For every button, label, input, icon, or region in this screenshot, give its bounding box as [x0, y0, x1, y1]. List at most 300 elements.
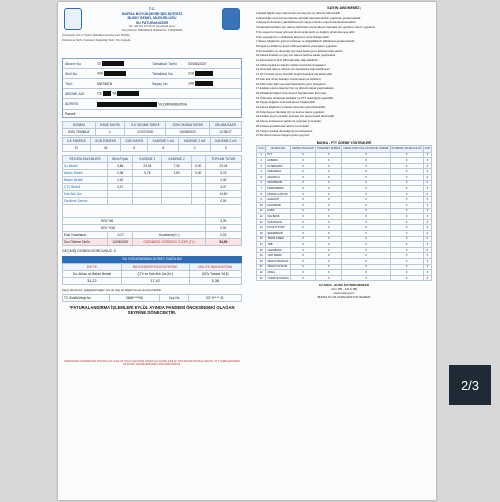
- note-paragraph: 8-Kaçak su kullanımı tespit edilmesi halinde yasal işlem uygulanır.: [256, 43, 338, 48]
- bank-mark: X: [342, 180, 390, 186]
- bank-mark: X: [316, 158, 342, 164]
- tahakkuk-no-text: 218: [188, 71, 194, 76]
- bank-mark: X: [290, 270, 315, 276]
- bank-mark: X: [342, 270, 390, 276]
- bank-mark: X: [316, 242, 342, 248]
- item-cell-toplam: 2,40: [205, 177, 241, 184]
- fee-distribution-band: SU FATURASININ ÜCRET DAĞILIMI: [62, 256, 242, 263]
- bank-mark: X: [390, 264, 423, 270]
- sayac-no-text: 198: [188, 81, 194, 86]
- tahakkuk-no-label: Tahakkuk No: [152, 71, 173, 76]
- bank-index: 6: [257, 180, 266, 186]
- reading-header: DÖNEM: [63, 122, 96, 129]
- items-header: TOPLAM TUTAR: [205, 156, 241, 163]
- spacer-cell: [205, 205, 241, 218]
- bank-mark: X: [342, 242, 390, 248]
- bank-mark: X: [390, 208, 423, 214]
- table-row: [63, 156, 242, 163]
- bank-index: 18: [257, 247, 266, 253]
- bank-index: 9: [257, 197, 266, 203]
- bank-mark: X: [390, 191, 423, 197]
- bank-header: ATM: [424, 147, 430, 151]
- bank-mark: X: [316, 208, 342, 214]
- bank-mark: X: [342, 231, 390, 237]
- item-cell-birim: [108, 191, 133, 198]
- bank-name: TEB: [266, 242, 291, 248]
- bank-mark: X: [423, 247, 431, 253]
- bank-mark: X: [342, 225, 390, 231]
- item-cell-k3: [191, 177, 205, 184]
- bank-mark: X: [423, 158, 431, 164]
- bank-header: İNTERNET ŞUBESİ: [317, 147, 341, 151]
- bank-table: [256, 145, 432, 282]
- bank-name: ALBARAKA: [266, 169, 291, 175]
- table-row: [63, 225, 242, 232]
- bank-name: ZİRAAT KATILIM: [266, 264, 291, 270]
- table-row: [63, 184, 242, 191]
- bank-index: 23: [257, 275, 266, 281]
- bank-name: FİNANSBANK: [266, 186, 291, 192]
- bank-mark: X: [423, 152, 431, 158]
- note-paragraph: 22-Ödenmeyen faturalar için su kesme işlemi uygulanır.: [256, 109, 325, 114]
- endeks-cell: 43: [90, 145, 121, 152]
- item-cell-birim: 2,40: [108, 177, 133, 184]
- yuvarlama2-label: Yuvarlama(+/-): [133, 232, 205, 239]
- item-cell-k3: 0,00: [191, 170, 205, 177]
- bank-body: [257, 152, 432, 281]
- table-row: [257, 275, 432, 281]
- item-cell-k3: 0,00: [191, 163, 205, 170]
- endeks-table: [62, 137, 242, 152]
- bank-mark: X: [316, 236, 342, 242]
- tahakkuk-tarih-value: 03/08/2020: [188, 61, 206, 66]
- dist-subheader: (KDV Tahsisi %18): [189, 271, 241, 278]
- bank-index: 17: [257, 242, 266, 248]
- bank-mark: X: [423, 163, 431, 169]
- items-header: KADEME 2: [162, 156, 191, 163]
- info-row: [63, 79, 241, 89]
- bank-mark: X: [423, 208, 431, 214]
- bank-index: 12: [257, 214, 266, 220]
- item-cell-k3: [191, 198, 205, 205]
- bank-mark: X: [342, 163, 390, 169]
- odenecek-tutar-value: 54,90: [205, 239, 241, 246]
- bank-header: KREDİ KARTI İLE OTOMATİK ÖDEME: [343, 147, 389, 151]
- abone-adi-text2: YA: [111, 91, 117, 96]
- bank-index: 10: [257, 203, 266, 209]
- note-paragraph: 13-Otomatik ödeme talimatı için bankanıza başvurabilirsiniz.: [256, 67, 331, 72]
- bank-mark: X: [316, 253, 342, 259]
- bank-mark: X: [342, 203, 390, 209]
- cep-value: 53* 3** ** 31: [188, 295, 241, 302]
- note-paragraph: 11-Abonelerimiz ALO 185 hattından bilgi alabilirler.: [256, 58, 319, 63]
- bank-index: 3: [257, 163, 266, 169]
- invoice-right-column: [256, 6, 432, 300]
- dist-subheader: Su, Atıksu ve Bakım Bedeli: [63, 271, 122, 278]
- items-body: [63, 163, 242, 205]
- note-paragraph: 21-Fatura bilgileriniz e-Devlet üzerinden görüntülenebilir.: [256, 105, 326, 110]
- adres-value: [95, 102, 241, 107]
- bank-mark: X: [342, 236, 390, 242]
- endeks-header: SON ENDEKS: [90, 138, 121, 145]
- header-tax: Vergi Dairesi: 2580466262 Mükellef No: 1740000000: [121, 28, 183, 32]
- adres-label: ADRESİ: [65, 102, 79, 106]
- cep-label: Cep No: [160, 295, 189, 302]
- kdv18-value: 0,00: [205, 225, 241, 232]
- item-cell-k2: 1,83: [162, 170, 191, 177]
- bank-mark: X: [423, 175, 431, 181]
- table-row: [63, 122, 242, 129]
- abone-adi-text: CE: [97, 91, 102, 96]
- redaction-block: [117, 91, 139, 96]
- bank-mark: X: [316, 203, 342, 209]
- item-cell-label: Gecikme Zammı: [63, 198, 108, 205]
- bank-mark: X: [290, 169, 315, 175]
- bank-index: 11: [257, 208, 266, 214]
- reading-header: HANE SAYISI: [95, 122, 125, 129]
- bank-mark: X: [423, 219, 431, 225]
- items-header: KADEME 1: [133, 156, 162, 163]
- footer-line4: BURSA SU VE KANALİZASYON İDARESİ: [317, 294, 371, 299]
- invoice-items-table: [62, 155, 242, 246]
- table-row: [63, 129, 242, 136]
- endeks-cell: 6: [148, 145, 179, 152]
- odenecek-tutar-label: ÖDENMESİ GEREKEN TUTAR (TL): [133, 239, 205, 246]
- bank-mark: X: [290, 236, 315, 242]
- item-cell-label: Katı Atık Ücr.: [63, 191, 108, 198]
- bank-index: 16: [257, 236, 266, 242]
- bank-mark: X: [390, 242, 423, 248]
- endeks-header: İLK ENDEKS: [63, 138, 91, 145]
- bank-mark: X: [290, 231, 315, 237]
- bank-mark: X: [316, 247, 342, 253]
- item-cell-label: Bakım Bedeli: [63, 177, 108, 184]
- bank-mark: X: [423, 203, 431, 209]
- bank-index: 1: [257, 152, 266, 158]
- items-header: Birim Fiyatı: [108, 156, 133, 163]
- bank-mark: X: [423, 169, 431, 175]
- endeks-cell: 6: [121, 145, 148, 152]
- bank-mark: X: [342, 219, 390, 225]
- bank-name: ING BANK: [266, 214, 291, 220]
- bank-mark: X: [290, 175, 315, 181]
- page-indicator: 2/3: [449, 365, 491, 405]
- subscriber-info: [62, 58, 242, 118]
- note-paragraph: 25-Tesisat arızalarından abone sorumludur.: [256, 123, 310, 128]
- bank-mark: X: [390, 275, 423, 281]
- bank-index: 19: [257, 253, 266, 259]
- item-cell-birim: 0,96: [108, 170, 133, 177]
- bank-mark: X: [290, 180, 315, 186]
- note-paragraph: 4-Faturada belirtilen son ödeme tarihinden sonra ödenen faturalar için gecikme zammı uygulanır.: [256, 25, 376, 30]
- bank-mark: X: [390, 258, 423, 264]
- table-row: [63, 163, 242, 170]
- bank-name: DENİZBANK: [266, 180, 291, 186]
- table-row: [63, 264, 242, 271]
- abone-no-text: 12: [97, 61, 101, 66]
- yuvarlama-label: Eski Yuvarlama: [63, 232, 108, 239]
- table-row: [63, 232, 242, 239]
- item-cell-toplam: 3,47: [205, 184, 241, 191]
- endeks-header: GÜN SAYISI: [121, 138, 148, 145]
- bank-mark: X: [290, 158, 315, 164]
- abone-adi-label: ABONE ADI: [65, 91, 85, 96]
- dist-header: BÜYÜKŞEHİR BELEDİYESİNE: [121, 264, 189, 271]
- bank-mark: X: [290, 275, 315, 281]
- endeks-cell: 0: [179, 145, 210, 152]
- dist-subheader: ÇTV ve Katı Atık Ücr.(br.): [121, 271, 189, 278]
- item-cell-k1: [133, 177, 162, 184]
- bank-name: HSBC: [266, 208, 291, 214]
- table-row: [63, 239, 242, 246]
- bank-mark: X: [423, 197, 431, 203]
- bank-mark: X: [316, 180, 342, 186]
- note-paragraph: 1-Ekteki bilgiler sayın abonemize ait olup her ay düzenli ödenmelidir.: [256, 11, 341, 15]
- note-paragraph: 18-Tahakkuk bilgileri Kurumumuz kayıtlarından alınmıştır.: [256, 90, 327, 95]
- bank-mark: X: [390, 219, 423, 225]
- table-row: [63, 198, 242, 205]
- note-paragraph: 9-Su kesintileri ve duyurular için www.buski.gov.tr adresini takip ediniz.: [256, 48, 344, 53]
- reading-cell: 03/08/2020: [166, 129, 210, 136]
- fee-distribution-table: [62, 263, 242, 285]
- bank-mark: X: [390, 236, 423, 242]
- redaction-block: [102, 61, 124, 66]
- note-paragraph: 16-KDV tutarı ilgili mevzuat hükümlerine göre hesaplanır.: [256, 81, 327, 86]
- endeks-header: KADEME 2 m3: [179, 138, 210, 145]
- bank-header: BANKA ADI: [266, 145, 291, 152]
- bank-mark: X: [423, 264, 431, 270]
- endeks-cell: 37: [63, 145, 91, 152]
- dist-value: 5,36: [189, 278, 241, 285]
- bank-mark: X: [316, 264, 342, 270]
- endeks-cell: 0: [210, 145, 241, 152]
- note-paragraph: 2-Aboneliğin sona ermesi halinde abonelik iptal işlemlerinin yapılması gerekmektedir.: [256, 15, 362, 20]
- kdv8-value: 3,30: [205, 218, 241, 225]
- bank-mark: X: [390, 225, 423, 231]
- info-row: [63, 99, 241, 110]
- header-line2: BURSA BÜYÜKŞEHİR BELEDİYESİ: [122, 11, 182, 16]
- bank-mark: X: [316, 275, 342, 281]
- bank-mark: X: [316, 231, 342, 237]
- bank-section: [256, 141, 432, 282]
- bank-mark: X: [316, 163, 342, 169]
- bank-name: VAKIFBANK: [266, 247, 291, 253]
- bank-mark: X: [342, 175, 390, 181]
- note-paragraph: 26-Yangın tesisatı aboneliği ayrıca düzenlenir.: [256, 128, 314, 133]
- tahakkuk-no-value: [186, 71, 241, 76]
- note-paragraph: 17-Endeks okuma işlemleri her ay düzenli olarak yapılmaktadır.: [256, 86, 335, 91]
- item-cell-birim: 3,47: [108, 184, 133, 191]
- bank-mark: X: [290, 163, 315, 169]
- bank-name: ANADOLU: [266, 175, 291, 181]
- reading-cell: 1: [95, 129, 125, 136]
- bank-mark: X: [390, 214, 423, 220]
- bank-mark: X: [423, 191, 431, 197]
- bank-index: 15: [257, 231, 266, 237]
- info-row: [63, 89, 241, 99]
- redaction-block: [195, 71, 213, 76]
- table-row: [63, 191, 242, 198]
- endeks-header: KADEME 1 m3: [148, 138, 179, 145]
- turu-value: MESKEN: [97, 81, 113, 86]
- redaction-block: [103, 91, 111, 96]
- tc-table: [62, 294, 242, 302]
- info-row: [63, 59, 241, 69]
- bank-mark: X: [390, 203, 423, 209]
- bank-mark: X: [342, 197, 390, 203]
- bank-mark: X: [390, 253, 423, 259]
- item-cell-k3: [191, 184, 205, 191]
- reading-header: SON OKUMA TARİHİ: [166, 122, 210, 129]
- bank-mark: X: [290, 258, 315, 264]
- bank-name: PTT: [266, 152, 291, 158]
- table-row: [63, 271, 242, 278]
- bank-mark: X: [342, 275, 390, 281]
- bank-mark: X: [342, 247, 390, 253]
- bank-mark: X: [342, 191, 390, 197]
- bank-mark: X: [290, 197, 315, 203]
- bank-mark: X: [316, 219, 342, 225]
- info-row: [63, 69, 241, 79]
- note-paragraph: 27-Bu fatura ödeme belgesi yerine geçmez.: [256, 133, 311, 138]
- note-paragraph: 20-Sayaç değişimi sırasında abone bilgilendirilir.: [256, 100, 316, 105]
- bank-mark: X: [423, 253, 431, 259]
- item-cell-birim: 3,84: [108, 163, 133, 170]
- bank-mark: X: [423, 236, 431, 242]
- header-issuer: Düzenleme Tarihi / Faturanın Dağıtıldığı Tarih: Tüm belgede: [62, 39, 131, 43]
- bank-mark: X: [390, 158, 423, 164]
- note-paragraph: 19-Ödemeler anlaşmalı bankalar ve PTT aracılığıyla yapılabilir.: [256, 95, 334, 100]
- redaction-block: [97, 102, 157, 107]
- reading-header: İLK OKUMA TARİHİ: [125, 122, 166, 129]
- bank-mark: X: [290, 247, 315, 253]
- table-row: [257, 145, 432, 152]
- info-row: [63, 110, 241, 117]
- item-cell-label: Atıksu Bedeli: [63, 170, 108, 177]
- bank-name: TARIM KREDİ: [266, 236, 291, 242]
- bank-mark: X: [423, 214, 431, 220]
- abone-no-value: [95, 61, 150, 66]
- bank-mark: X: [290, 264, 315, 270]
- items-title: FATURA KALEMLERİ: [63, 156, 108, 163]
- kdv18-label: KDV %18: [63, 225, 206, 232]
- bank-mark: X: [290, 191, 315, 197]
- bank-index: 20: [257, 258, 266, 264]
- son-odeme-value: 12/08/2020: [108, 239, 133, 246]
- bank-mark: X: [390, 175, 423, 181]
- dist-header: MALİYE BAKANLIĞINA: [189, 264, 241, 271]
- redaction-block: [104, 71, 126, 76]
- table-row: [63, 145, 242, 152]
- table-row: [63, 177, 242, 184]
- header-contact: Tel: +90 224 270 00 00 www.buski.gov.tr: [128, 25, 176, 29]
- bank-name: FİNANS KATILIM: [266, 191, 291, 197]
- item-cell-k1: 23,04: [133, 163, 162, 170]
- bank-index: 4: [257, 169, 266, 175]
- bank-index: 5: [257, 175, 266, 181]
- bank-mark: X: [423, 258, 431, 264]
- bank-mark: X: [290, 219, 315, 225]
- bank-name: ALTERNATİF: [266, 163, 291, 169]
- item-cell-k1: 5,76: [133, 170, 162, 177]
- item-cell-k2: 7,30: [162, 163, 191, 170]
- bank-mark: X: [390, 186, 423, 192]
- item-cell-k1: [133, 184, 162, 191]
- bank-mark: X: [316, 191, 342, 197]
- bank-mark: X: [423, 275, 431, 281]
- bank-mark: X: [290, 214, 315, 220]
- bank-index: 7: [257, 186, 266, 192]
- item-cell-k3: [191, 191, 205, 198]
- right-footer: [256, 284, 432, 299]
- abone-adi-value: [95, 91, 241, 96]
- turu-label: Türü: [65, 81, 73, 86]
- bank-mark: X: [290, 203, 315, 209]
- bank-mark: X: [316, 258, 342, 264]
- bank-mark: X: [316, 270, 342, 276]
- spacer-cell: [63, 205, 206, 218]
- item-cell-k1: [133, 198, 162, 205]
- invoice-header: [62, 4, 242, 56]
- bank-mark: X: [390, 231, 423, 237]
- bank-mark: X: [342, 186, 390, 192]
- reading-cell: 12:38:07: [210, 129, 242, 136]
- bank-mark: X: [390, 163, 423, 169]
- bank-mark: X: [423, 242, 431, 248]
- bank-name: ODEA: [266, 270, 291, 276]
- item-cell-toplam: 14,60: [205, 191, 241, 198]
- invoice-page: [58, 2, 436, 500]
- dist-value: 31,22: [63, 278, 122, 285]
- reading-table: [62, 121, 242, 136]
- table-row: [63, 295, 242, 302]
- bank-mark: X: [290, 242, 315, 248]
- header-line1: T.C.: [148, 7, 156, 11]
- bank-mark: X: [423, 186, 431, 192]
- bank-mark: X: [290, 253, 315, 259]
- bank-mark: X: [342, 253, 390, 259]
- note-paragraph: 23-Kesilen suyun yeniden açılması için açma bedeli tahsil edilir.: [256, 114, 335, 119]
- note-paragraph: 24-Abone sözleşmesi şartlarına uyulması zorunludur.: [256, 119, 322, 124]
- reading-cell: 2020-TEMMUZ: [63, 129, 96, 136]
- bank-mark: X: [423, 231, 431, 237]
- bank-mark: X: [342, 158, 390, 164]
- bank-index: 8: [257, 191, 266, 197]
- bank-name: YAPI KREDİ: [266, 253, 291, 259]
- header-line3: BUSKİ GENEL MÜDÜRLÜĞÜ: [127, 16, 177, 21]
- item-cell-k1: [133, 191, 162, 198]
- pandemic-notice: *FATURALANDIRMA İŞLEMLERİ EYLÜL AYINDA PANDEMİ ÖNCESİNDEKİ OLAĞAN SEYRİNE DÖNECEKTİR.: [69, 305, 235, 316]
- footer-line1: SU ARIZA - BUSKİ İLETİŞİM MERKEZİ: [318, 283, 370, 288]
- tc-label: TC Kimlik/Vergi No: [63, 295, 110, 302]
- table-row: [63, 205, 242, 218]
- municipality-logo-icon: [64, 8, 82, 30]
- bank-mark: X: [390, 247, 423, 253]
- sicil-no-value: [95, 71, 150, 76]
- buski-logo-icon: [222, 8, 240, 30]
- abone-no-label: Abone No: [65, 61, 81, 66]
- gecmis-borc: GEÇMİŞ DÖNEM BORCUNUZ: 0: [62, 249, 116, 253]
- reading-cell: 01/07/2020: [125, 129, 166, 136]
- bank-name: KUVEYTTÜRK: [266, 225, 291, 231]
- bank-name: ŞEKERBANK: [266, 231, 291, 237]
- note-paragraph: 14-ÇTV bedeli Çevre Temizlik Vergisi kapsamında tahsil edilir.: [256, 72, 333, 77]
- bank-index: 2: [257, 158, 266, 164]
- sayac-no-label: Sayaç No: [152, 81, 168, 86]
- bank-mark: X: [316, 197, 342, 203]
- bank-mark: X: [316, 152, 342, 158]
- yuvarlama2-value: 0,02: [205, 232, 241, 239]
